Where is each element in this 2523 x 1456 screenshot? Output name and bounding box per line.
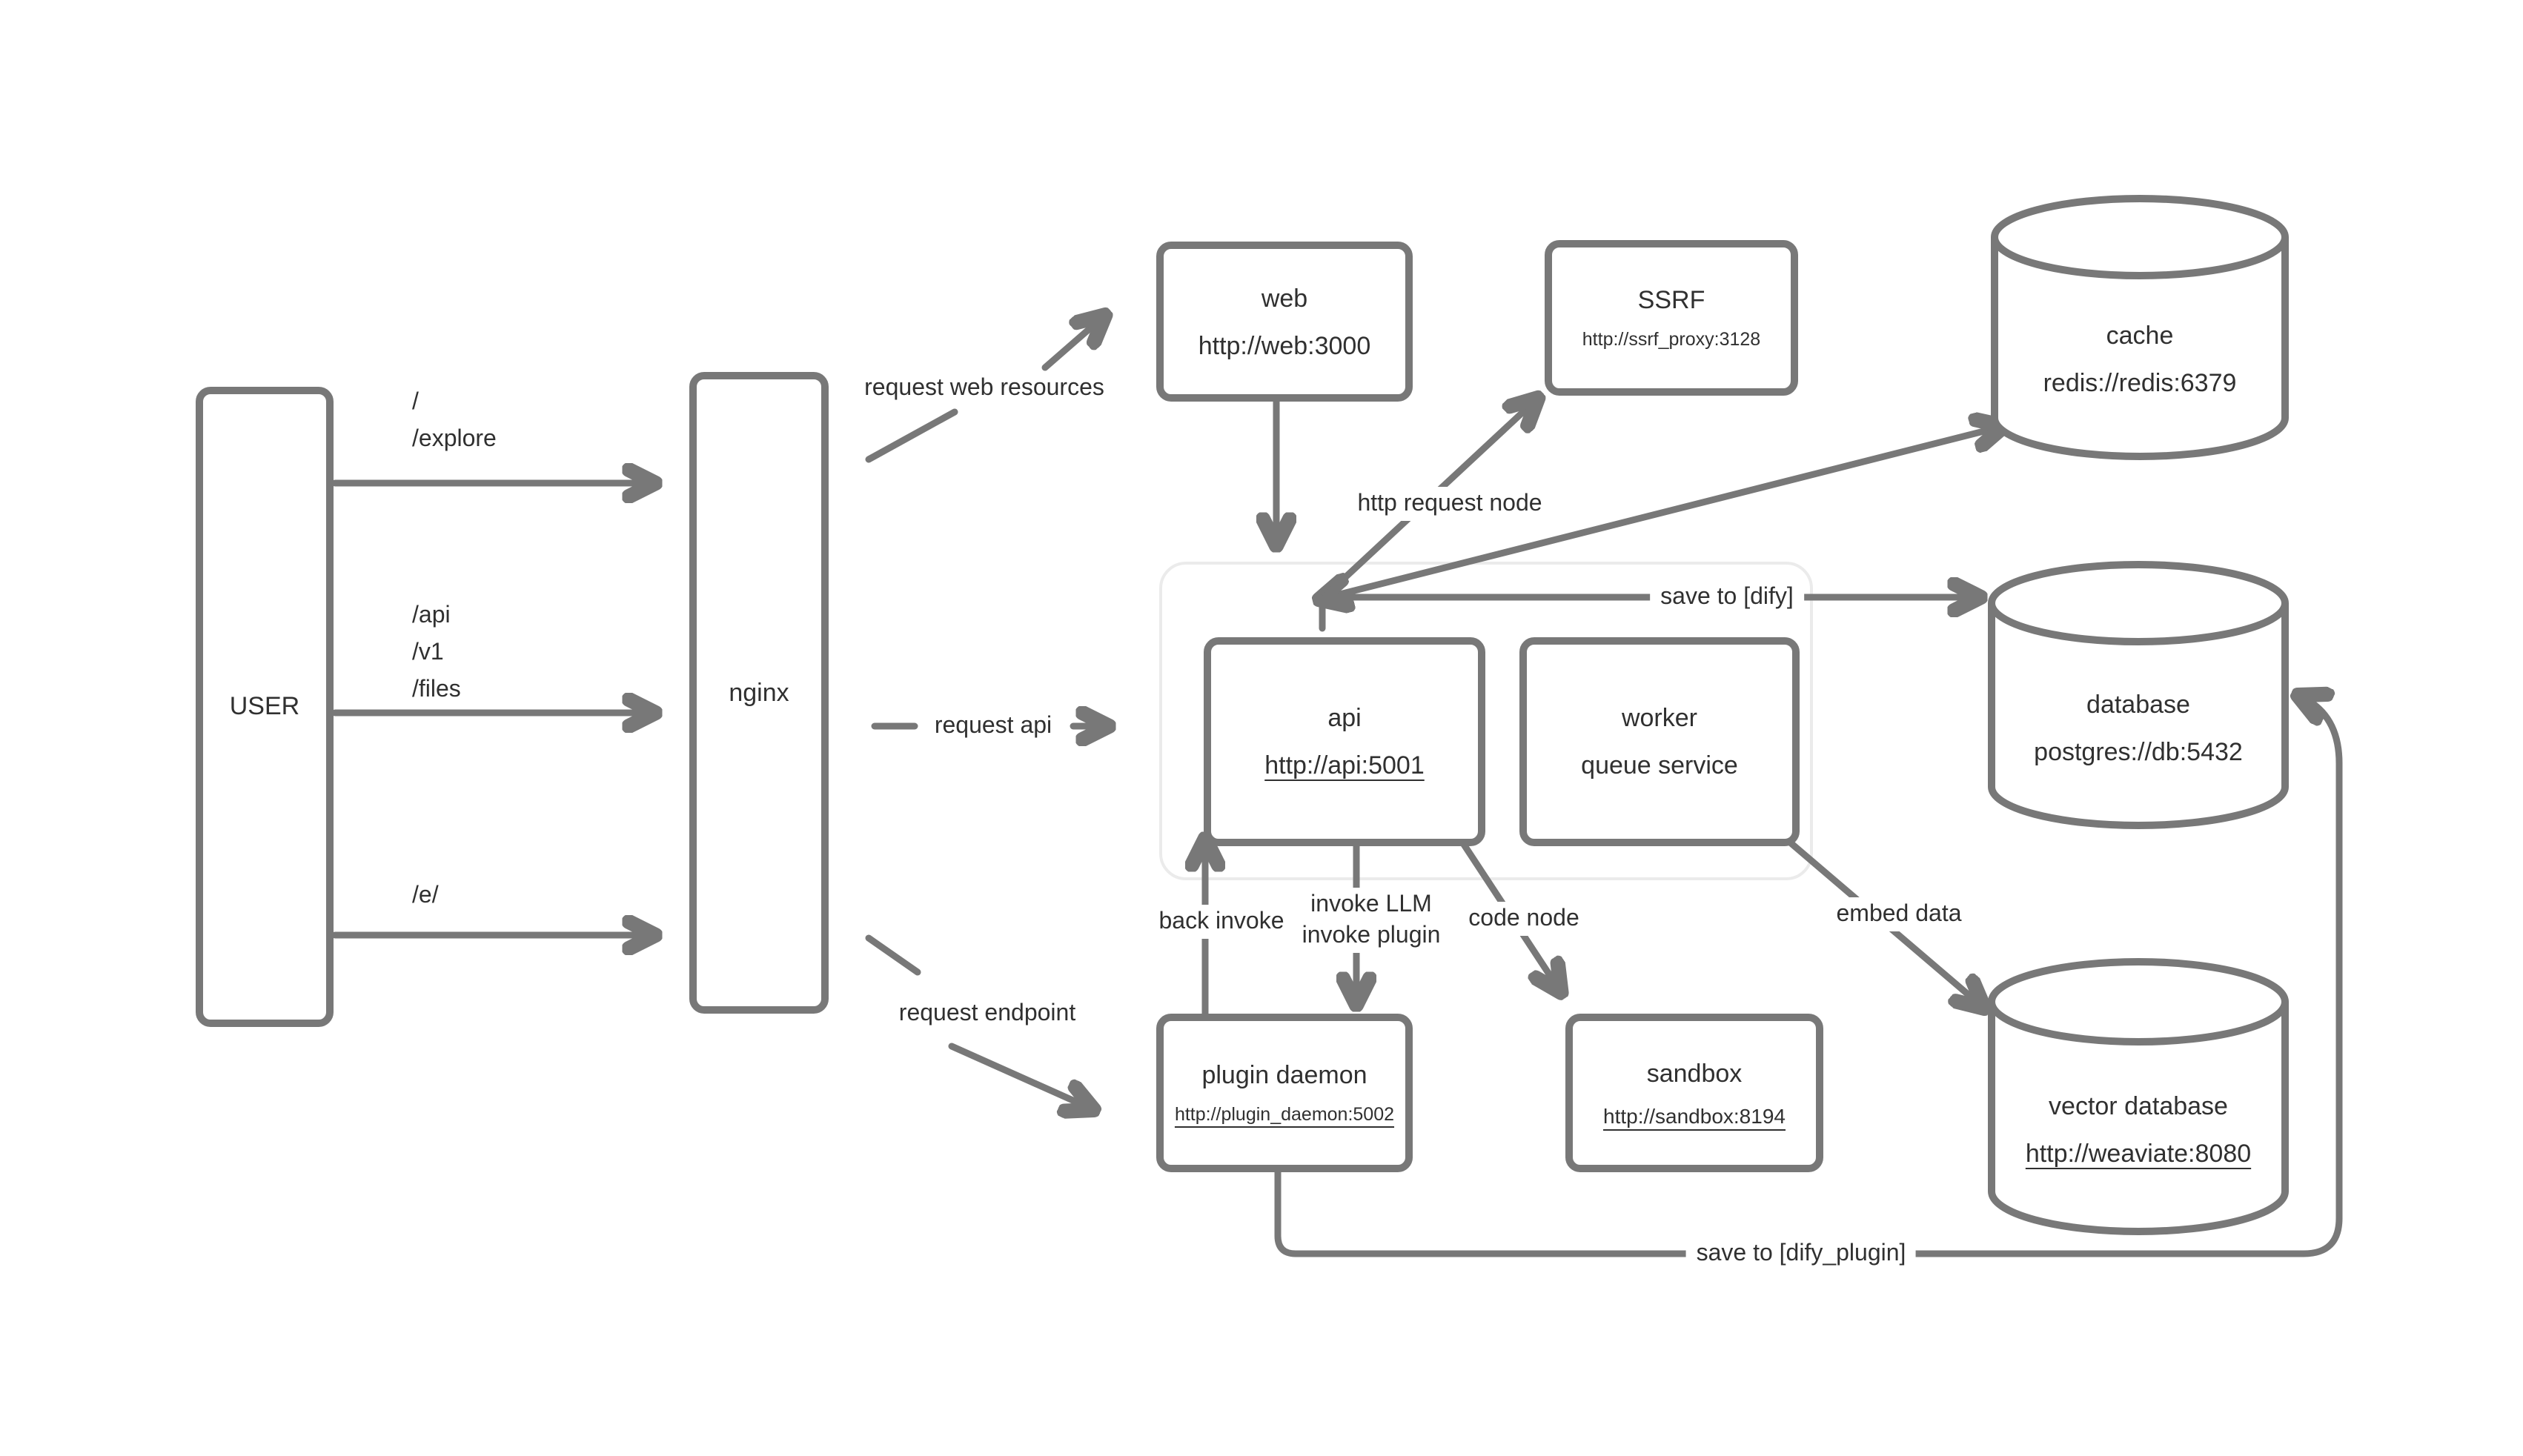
- node-cache-text: [1989, 257, 2290, 462]
- node-nginx: [689, 372, 829, 1014]
- node-nginx-label: nginx: [729, 678, 789, 706]
- edge-label-back-invoke: back invoke: [1149, 905, 1295, 939]
- route-api-line-3: /files: [412, 677, 461, 702]
- node-database: [1986, 559, 2290, 831]
- edge-nginx-plugin-segment: [869, 938, 918, 972]
- route-label-web: [412, 384, 497, 458]
- node-api-url-link[interactable]: http://api:5001: [1264, 751, 1425, 779]
- edge-label-invoke-llm-line: invoke LLM: [1310, 892, 1432, 917]
- node-plugin-daemon-title: plugin daemon: [1201, 1061, 1367, 1089]
- route-web-line-2: /explore: [412, 427, 497, 452]
- node-api: [1204, 637, 1485, 846]
- route-endpoint-line-1: /e/: [412, 883, 439, 908]
- route-label-endpoint: [412, 877, 439, 914]
- edge-label-invoke-llm-plugin: [1292, 888, 1451, 953]
- node-plugin-daemon: [1156, 1014, 1413, 1172]
- node-plugin-daemon-url-link[interactable]: http://plugin_daemon:5002: [1174, 1104, 1395, 1125]
- node-vector-database-title: vector database: [2049, 1092, 2228, 1121]
- node-sandbox: [1565, 1014, 1823, 1172]
- route-api-line-2: /v1: [412, 640, 444, 665]
- edge-label-invoke-plugin-line: invoke plugin: [1302, 923, 1441, 948]
- edge-label-request-api: request api: [934, 714, 1052, 739]
- node-worker-title: worker: [1621, 704, 1697, 732]
- route-web-line-1: /: [412, 390, 419, 415]
- node-sandbox-url-link[interactable]: http://sandbox:8194: [1603, 1103, 1786, 1127]
- node-api-title: api: [1327, 704, 1362, 732]
- node-cache-url: redis://redis:6379: [2043, 369, 2237, 398]
- node-user: [196, 387, 334, 1027]
- node-vector-database-text: [1986, 1023, 2290, 1237]
- node-ssrf-title: SSRF: [1637, 286, 1705, 314]
- edge-label-embed-data: embed data: [1826, 897, 1972, 931]
- node-ssrf-url: http://ssrf_proxy:3128: [1582, 329, 1761, 350]
- edge-nginx-plugin-arrow: [952, 1046, 1091, 1108]
- route-label-api: [412, 597, 461, 708]
- edge-nginx-web-segment: [869, 412, 955, 459]
- node-web-url: http://web:3000: [1198, 331, 1371, 359]
- edge-label-code-node: code node: [1458, 902, 1589, 936]
- node-worker-subtitle: queue service: [1581, 751, 1738, 779]
- node-sandbox-title: sandbox: [1646, 1059, 1743, 1087]
- edge-label-save-to-dify-plugin: save to [dify_plugin]: [1686, 1237, 1917, 1271]
- node-worker: [1519, 637, 1800, 846]
- node-database-title: database: [2086, 690, 2190, 719]
- edge-label-http-request-node: http request node: [1347, 487, 1552, 521]
- node-ssrf: [1545, 240, 1798, 396]
- node-user-label: USER: [229, 692, 300, 720]
- node-web-title: web: [1261, 284, 1308, 312]
- node-vector-database: [1986, 956, 2290, 1237]
- edge-nginx-web-arrow: [1045, 317, 1103, 368]
- node-cache-title: cache: [2106, 322, 2174, 350]
- edge-label-save-to-dify: save to [dify]: [1650, 580, 1804, 614]
- node-database-url: postgres://db:5432: [2034, 737, 2243, 766]
- edge-label-request-web-resources: request web resources: [864, 376, 1104, 401]
- node-cache: [1989, 193, 2290, 462]
- node-database-text: [1986, 624, 2290, 831]
- node-web: [1156, 242, 1413, 402]
- edge-label-request-endpoint: request endpoint: [898, 1001, 1076, 1026]
- route-api-line-1: /api: [412, 603, 451, 628]
- node-vector-database-url-link[interactable]: http://weaviate:8080: [2025, 1140, 2252, 1169]
